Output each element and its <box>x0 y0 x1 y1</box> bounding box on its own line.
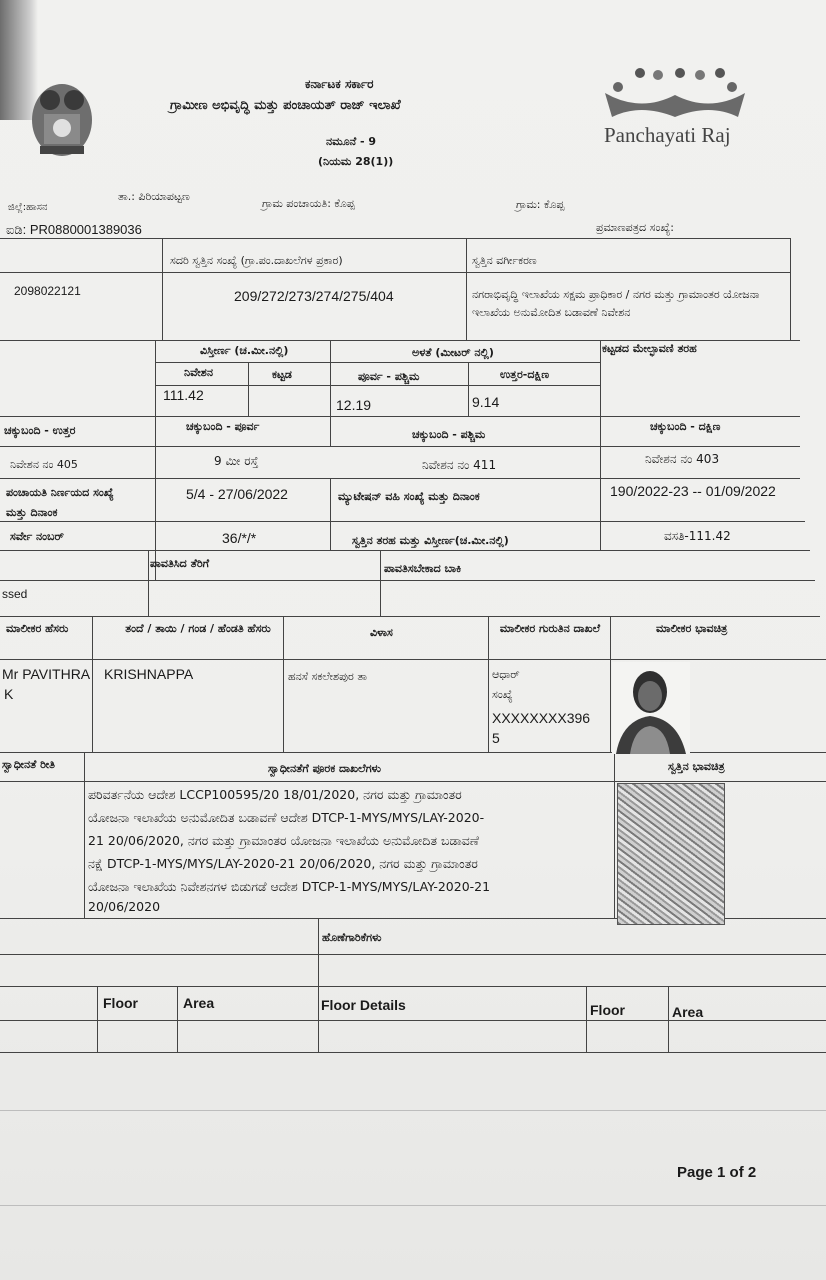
logo-text: Panchayati Raj <box>604 123 731 147</box>
table-divider <box>318 918 319 1052</box>
parent-name-value: KRISHNAPPA <box>104 666 194 682</box>
table-divider <box>330 478 331 550</box>
floor-details-header: Floor Details <box>321 997 406 1013</box>
table-rule <box>0 752 826 753</box>
property-photo <box>617 783 725 925</box>
table-rule <box>0 580 815 581</box>
table-divider <box>380 550 381 616</box>
table-rule <box>0 478 800 479</box>
table-rule <box>0 1020 826 1021</box>
table-divider <box>84 752 85 918</box>
ownership-docs-line: ಪರಿವರ್ತನೆಯ ಆದೇಶ LCCP100595/20 18/01/2020, ನಗರ ಮತ್ತು ಗ್ರಾಮಾಂತರ <box>88 787 462 802</box>
owner-photo-icon <box>612 662 690 754</box>
table-rule <box>0 446 800 447</box>
survey-no-label: ಸರ್ವೇ ನಂಬರ್ <box>10 530 64 543</box>
table-divider <box>97 986 98 1052</box>
owner-id-number-line2: 5 <box>492 730 500 746</box>
ownership-docs-header: ಸ್ವಾಧೀನತೆಗೆ ಪೂರಕ ದಾಖಲೆಗಳು <box>268 762 382 775</box>
east-west-header: ಪೂರ್ವ - ಪಶ್ಚಿಮ <box>358 370 420 383</box>
floor-header-right: Floor <box>590 1002 625 1018</box>
north-south-value: 9.14 <box>472 394 500 410</box>
table-rule <box>0 272 790 273</box>
tax-due-label: ಪಾವತಿಸಬೇಕಾದ ಬಾಕಿ <box>384 562 462 575</box>
type-area-value: ವಸತಿ-111.42 <box>664 529 731 543</box>
ownership-mode-label: ಸ್ವಾಧೀನತೆ ರೀತಿ <box>2 758 55 771</box>
north-south-header: ಉತ್ತರ-ದಕ್ಷಿಣ <box>500 368 550 381</box>
resolution-value: 5/4 - 27/06/2022 <box>186 486 288 502</box>
type-area-label: ಸ್ವತ್ತಿನ ತರಹ ಮತ್ತು ವಿಸ್ತೀರ್ಣ(ಚ.ಮೀ.ನಲ್ಲಿ) <box>352 534 509 547</box>
address-value: ಹನಸೆ ಸಕಲೇಶಪುರ ತಾ <box>288 670 368 683</box>
owner-name-header: ಮಾಲೀಕರ ಹೆಸರು <box>6 622 69 635</box>
property-numbers-value: 209/272/273/274/275/404 <box>234 288 394 304</box>
east-west-value: 12.19 <box>336 397 372 413</box>
owner-id-number-label: ಸಂಖ್ಯೆ <box>492 688 513 701</box>
table-divider <box>148 550 149 616</box>
table-rule <box>0 238 790 239</box>
table-rule <box>0 659 826 660</box>
table-divider <box>610 616 611 752</box>
district-label: ಜಿಲ್ಲೆ:ಹಾಸನ <box>8 202 48 213</box>
owner-id-number: XXXXXXXX396 <box>492 710 591 726</box>
table-rule <box>0 521 805 522</box>
property-id: ಐಡಿ: PR0880001389036 <box>6 222 142 237</box>
taluk-value: ತಾ.: ಪಿರಿಯಾಪಟ್ಟಣ <box>118 190 190 203</box>
table-divider <box>600 340 601 550</box>
parent-name-header: ತಂದೆ / ತಾಯಿ / ಗಂಡ / ಹೆಂಡತಿ ಹೆಸರು <box>125 622 271 635</box>
table-divider <box>790 238 791 340</box>
property-photo-header: ಸ್ವತ್ತಿನ ಭಾವಚಿತ್ರ <box>668 760 725 773</box>
table-rule <box>0 1052 826 1053</box>
classification-value: ನಗರಾಭಿವೃದ್ಧಿ ಇಲಾಖೆಯ ಸಕ್ಷಮ ಪ್ರಾಧಿಕಾರ / ನಗರ ಮತ್ತು ಗ್ರಾಮಾಂತರ ಯೋಜನಾ ಇಲಾಖೆಯ ಅನುಮೋದಿತ ಬಡಾವಣೆ ನಿವೇಶನ <box>472 288 760 319</box>
tax-paid-label: ಪಾವತಿಸಿದ ತೆರಿಗೆ <box>150 557 210 570</box>
ownership-docs-line: 20/06/2020 <box>88 899 161 914</box>
site-header: ನಿವೇಶನ <box>184 366 213 379</box>
owner-photo-header: ಮಾಲೀಕರ ಭಾವಚಿತ್ರ <box>656 622 728 635</box>
table-divider <box>466 238 467 340</box>
ownership-docs-line: ಯೋಜನಾ ಇಲಾಖೆಯ ನಿವೇಶನಗಳ ಬಿಡುಗಡೆ ಆದೇಶ DTCP-1-MYS/MYS/LAY-2020-21 <box>88 879 491 894</box>
table-rule <box>0 616 820 617</box>
department-title: ಗ್ರಾಮೀಣ ಅಭಿವೃದ್ಧಿ ಮತ್ತು ಪಂಚಾಯತ್ ರಾಜ್ ಇಲಾಖೆ <box>170 98 401 113</box>
rule-number: (ನಿಯಮ 28(1)) <box>318 155 394 168</box>
table-rule <box>0 340 800 341</box>
boundary-west-value: ನಿವೇಶನ ನಂ 411 <box>422 458 497 472</box>
table-divider <box>330 340 331 446</box>
table-divider <box>177 986 178 1052</box>
form-number: ನಮೂನೆ - 9 <box>326 135 377 148</box>
boundary-north-value: ನಿವೇಶನ ನಂ 405 <box>10 458 78 471</box>
table-divider <box>248 362 249 416</box>
boundary-west-header: ಚಕ್ಕುಬಂದಿ - ಪಶ್ಚಿಮ <box>412 428 486 441</box>
mutation-label: ಮ್ಯುಟೇಷನ್ ವಹಿ ಸಂಖ್ಯೆ ಮತ್ತು ದಿನಾಂಕ <box>338 490 480 503</box>
classification-header: ಸ್ವತ್ತಿನ ವರ್ಗೀಕರಣ <box>472 254 537 267</box>
resolution-label: ಪಂಚಾಯತಿ ನಿರ್ಣಯದ ಸಂಖ್ಯೆ <box>6 486 114 499</box>
table-rule <box>0 550 810 551</box>
table-rule <box>155 362 600 363</box>
left-id-value: 2098022121 <box>14 284 81 298</box>
table-divider <box>488 616 489 752</box>
floor-header: Floor <box>103 995 138 1011</box>
assessed-text: ssed <box>2 587 28 601</box>
table-divider <box>468 362 469 416</box>
area-header: Area <box>183 995 215 1011</box>
table-divider <box>614 752 615 918</box>
area-header-right: Area <box>672 1004 704 1020</box>
mutation-value: 190/2022-23 -- 01/09/2022 <box>610 483 776 499</box>
table-rule <box>155 385 600 386</box>
table-divider <box>155 340 156 580</box>
boundary-east-header: ಚಕ್ಕುಬಂದಿ - ಪೂರ್ವ <box>186 420 260 433</box>
owner-id-header: ಮಾಲೀಕರ ಗುರುತಿನ ದಾಖಲೆ <box>499 622 601 635</box>
table-rule <box>0 954 826 955</box>
survey-number-header: ಸದರಿ ಸ್ವತ್ತಿನ ಸಂಖ್ಯೆ (ಗ್ರಾ.ಪಂ.ದಾಖಲೆಗಳ ಪ್ರಕಾರ) <box>170 254 343 267</box>
resolution-label-line2: ಮತ್ತು ದಿನಾಂಕ <box>6 506 58 519</box>
owner-name-value-line2: K <box>4 686 14 702</box>
area-header: ವಿಸ್ತೀರ್ಣ (ಚ.ಮೀ.ನಲ್ಲಿ) <box>200 344 289 357</box>
certificate-number-label: ಪ್ರಮಾಣಪತ್ರದ ಸಂಖ್ಯೆ: <box>596 221 675 234</box>
state-emblem-icon <box>22 70 102 162</box>
measurement-header: ಅಳತೆ (ಮೀಟರ್ ನಲ್ಲಿ) <box>412 346 494 359</box>
table-divider <box>668 986 669 1052</box>
page-number: Page 1 of 2 <box>677 1164 757 1181</box>
page-rule <box>0 1110 826 1111</box>
page-rule <box>0 1205 826 1206</box>
table-rule <box>0 416 800 417</box>
ownership-docs-line: 21 20/06/2020, ನಗರ ಮತ್ತು ಗ್ರಾಮಾಂತರ ಯೋಜನಾ ಇಲಾಖೆಯ ಅನುಮೋದಿತ ಬಡಾವಣೆ <box>88 833 479 848</box>
village-value: ಗ್ರಾಮ: ಕೊಪ್ಪ <box>516 198 565 211</box>
owner-id-type: ಆಧಾರ್ <box>492 668 520 681</box>
boundary-east-value: 9 ಮೀ ರಸ್ತೆ <box>214 454 259 468</box>
owner-name-value: Mr PAVITHRA <box>2 666 91 682</box>
boundary-north-header: ಚಕ್ಕುಬಂದಿ - ಉತ್ತರ <box>4 424 76 437</box>
table-divider <box>586 986 587 1052</box>
building-header: ಕಟ್ಟಡ <box>272 368 292 381</box>
survey-no-value: 36/*/* <box>222 530 257 546</box>
ownership-docs-line: ಯೋಜನಾ ಇಲಾಖೆಯ ಅನುಮೋದಿತ ಬಡಾವಣೆ ಆದೇಶ DTCP-1-MYS/MYS/LAY-2020- <box>88 810 485 825</box>
boundary-south-value: ನಿವೇಶನ ನಂ 403 <box>645 452 720 466</box>
gram-panchayat-value: ಗ್ರಾಮ ಪಂಚಾಯತಿ: ಕೊಪ್ಪ <box>262 197 355 210</box>
address-header: ವಿಳಾಸ <box>370 626 393 639</box>
roof-type-header: ಕಟ್ಟಡದ ಮೇಲ್ಛಾವಣಿ ತರಹ <box>602 342 697 355</box>
ownership-docs-line: ನಕ್ಷೆ DTCP-1-MYS/MYS/LAY-2020-21 20/06/2020, ನಗರ ಮತ್ತು ಗ್ರಾಮಾಂತರ <box>88 856 478 871</box>
liabilities-header: ಹೊಣೆಗಾರಿಕೆಗಳು <box>322 931 382 944</box>
table-divider <box>162 238 163 340</box>
boundary-south-header: ಚಕ್ಕುಬಂದಿ - ದಕ್ಷಿಣ <box>650 420 721 433</box>
table-rule <box>0 781 826 782</box>
government-title: ಕರ್ನಾಟಕ ಸರ್ಕಾರ <box>305 77 374 91</box>
table-divider <box>92 616 93 752</box>
table-rule <box>0 986 826 987</box>
site-area-value: 111.42 <box>163 387 204 403</box>
